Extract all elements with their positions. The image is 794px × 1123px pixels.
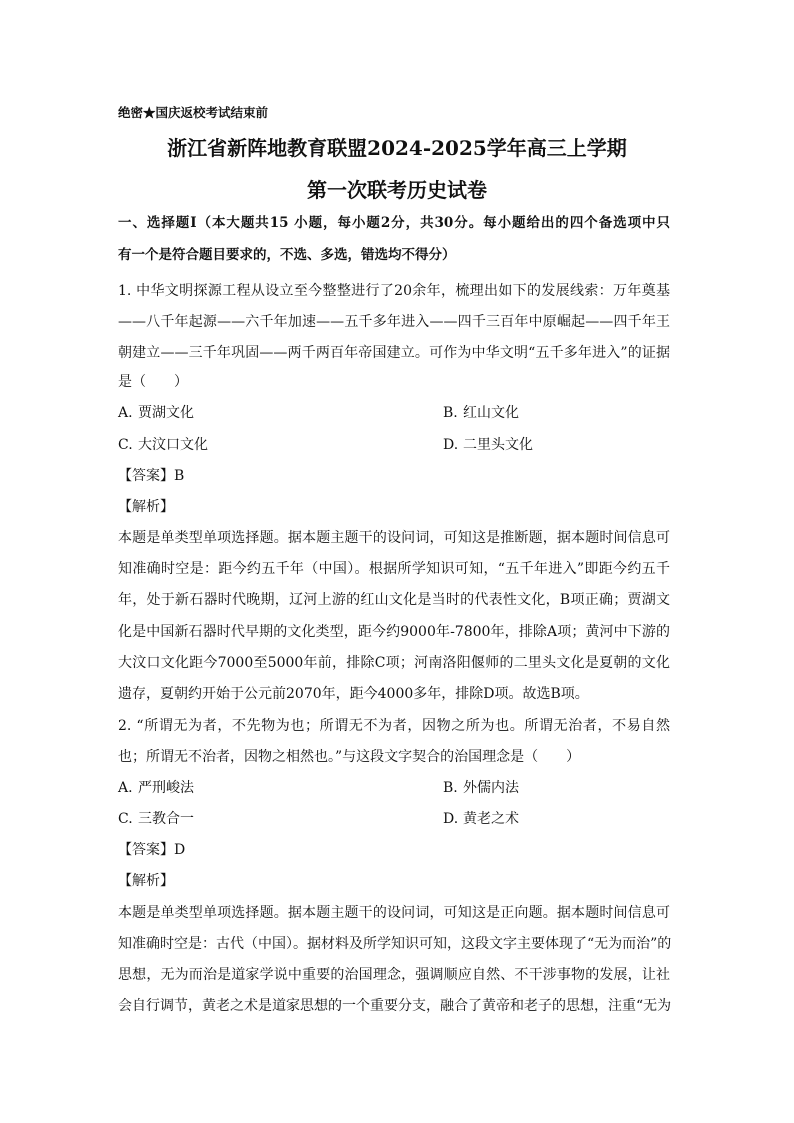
q2-analysis-line: 思想，无为而治是道家学说中重要的治国理念，强调顺应自然、不干涉事物的发展，让社 xyxy=(118,967,670,983)
q1-analysis-label: 【解析】 xyxy=(118,499,174,515)
option-letter: C. xyxy=(118,437,133,453)
option-text: 二里头文化 xyxy=(463,437,533,453)
q2-analysis-line: 会自行调节，黄老之术是道家思想的一个重要分支，融合了黄帝和老子的思想，注重“无为 xyxy=(118,998,672,1014)
q1-analysis-line: 年，处于新石器时代晚期，辽河上游的红山文化是当时的代表性文化，B项正确；贾湖文 xyxy=(118,592,670,608)
q1-stem-line: 是（ ） xyxy=(118,374,188,390)
option-text: 黄老之术 xyxy=(463,811,519,827)
q2-option-b xyxy=(443,778,519,798)
option-text: 外儒内法 xyxy=(463,780,519,796)
option-text: 严刑峻法 xyxy=(138,780,194,796)
option-letter: D. xyxy=(443,437,459,453)
q1-analysis-line: 大汶口文化距今7000至5000年前，排除C项；河南洛阳偃师的二里头文化是夏朝的文化 xyxy=(118,655,670,671)
q1-option-b xyxy=(443,403,519,423)
q1-option-d xyxy=(443,435,533,455)
q2-analysis-label: 【解析】 xyxy=(118,873,174,889)
option-text: 贾湖文化 xyxy=(138,405,194,421)
option-letter: B. xyxy=(443,780,458,796)
option-letter: A. xyxy=(118,780,133,796)
q1-stem-line: 1. 中华文明探源工程从设立至今整整进行了20余年，梳理出如下的发展线索：万年奠基 xyxy=(118,283,670,299)
q1-stem-line: ——八千年起源——六千年加速——五千多年进入——四千三百年中原崛起——四千年王 xyxy=(118,314,670,330)
exam-title-line-2: 第一次联考历史试卷 xyxy=(307,178,487,202)
option-text: 大汶口文化 xyxy=(138,437,208,453)
q2-option-c xyxy=(118,809,194,829)
exam-title-line-1: 浙江省新阵地教育联盟2024-2025学年高三上学期 xyxy=(167,136,627,160)
option-letter: B. xyxy=(443,405,458,421)
q1-option-a xyxy=(118,403,194,423)
q1-analysis-line: 知准确时空是：距今约五千年（中国）。根据所学知识可知，“五千年进入”即距今约五千 xyxy=(118,561,670,577)
q1-analysis-line: 遗存，夏朝约开始于公元前2070年，距今4000多年，排除D项。故选B项。 xyxy=(118,686,589,702)
q2-analysis-line: 本题是单类型单项选择题。据本题主题干的设问词，可知这是正向题。据本题时间信息可 xyxy=(118,905,670,921)
option-text: 红山文化 xyxy=(463,405,519,421)
q2-stem-line: 2. “所谓无为者，不先物为也；所谓无不为者，因物之所为也。所谓无治者，不易自然 xyxy=(118,718,670,734)
q1-analysis-line: 化是中国新石器时代早期的文化类型，距今约9000年-7800年，排除A项；黄河中下游的 xyxy=(118,624,670,640)
secret-label: 绝密★国庆返校考试结束前 xyxy=(118,105,269,120)
q1-analysis-line: 本题是单类型单项选择题。据本题主题干的设问词，可知这是推断题，据本题时间信息可 xyxy=(118,530,670,546)
q2-answer: 【答案】D xyxy=(118,842,186,858)
q2-analysis-line: 知准确时空是：古代（中国）。据材料及所学知识可知，这段文字主要体现了“无为而治”的 xyxy=(118,936,672,952)
q1-answer: 【答案】B xyxy=(118,468,185,484)
q1-option-c xyxy=(118,435,208,455)
section-instructions-line-2: 有一个是符合题目要求的，不选、多选，错选均不得分） xyxy=(118,247,456,263)
q2-option-a xyxy=(118,778,194,798)
q2-stem-line: 也；所谓无不治者，因物之相然也。”与这段文字契合的治国理念是（ ） xyxy=(118,749,581,765)
section-instructions-line-1: 一、选择题Ⅰ（本大题共15 小题，每小题2分，共30分。每小题给出的四个备选项中只 xyxy=(118,215,670,231)
q2-option-d xyxy=(443,809,519,829)
option-letter: D. xyxy=(443,811,459,827)
q1-stem-line: 朝建立——三千年巩固——两千两百年帝国建立。可作为中华文明“五千多年进入”的证据 xyxy=(118,345,670,361)
option-text: 三教合一 xyxy=(138,811,194,827)
option-letter: C. xyxy=(118,811,133,827)
option-letter: A. xyxy=(118,405,133,421)
